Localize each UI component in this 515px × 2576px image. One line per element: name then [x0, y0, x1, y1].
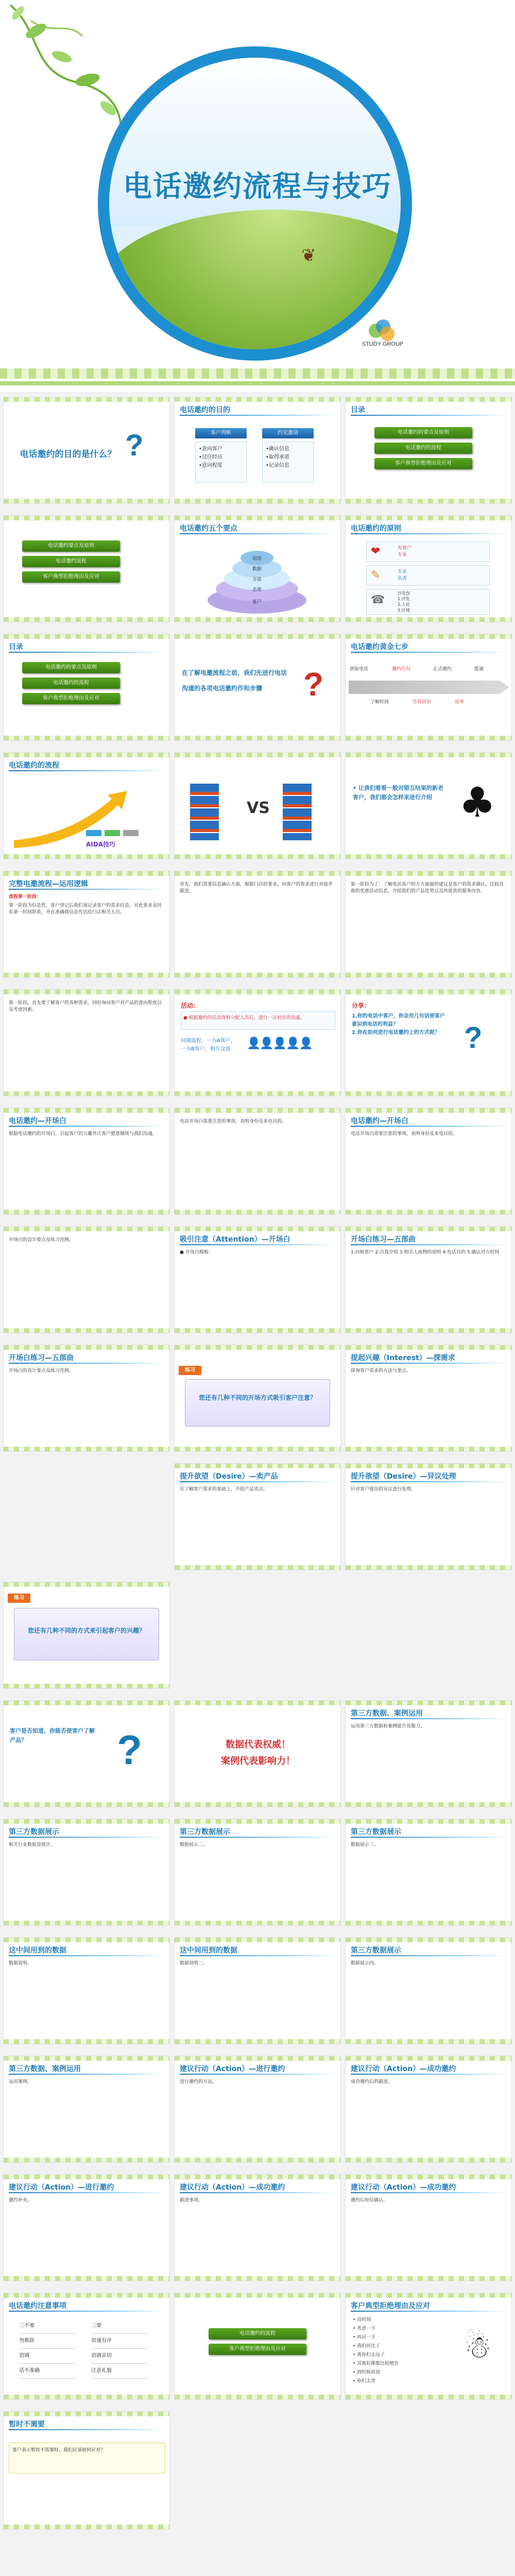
figure-icon: ♣ — [459, 778, 496, 826]
aida-diagram — [9, 778, 163, 851]
slide-purpose — [174, 397, 341, 504]
purpose-question: 电话邀约的目的是什么？ — [20, 449, 116, 460]
slide-activity: 活动： ● 根据邀约的信息资料分配人员后，进行一次初步的沟通。 同期流程，一为A客户，一为B客户，相互交流 👤👤👤👤👤 — [174, 989, 341, 1096]
slide-five-steps: 开场白练习—五部曲 1.问候客户 2.自我介绍 3.相关人或物的说明 4.电话目的 5.确认对方时间 — [345, 1226, 512, 1333]
slide-data-1: 第三方数据展示 相关行业数据及统计。 — [3, 1819, 170, 1926]
do-list: 三要 语速有序 语调亲切 注意礼貌 — [91, 2319, 148, 2379]
slide-practice-1: 练习 您还有几种不同的开场方式吸引客户注意？ — [174, 1345, 341, 1452]
vs-label: VS — [247, 799, 270, 817]
toc-item[interactable]: 电话邀约的流程 — [374, 443, 472, 454]
slide-toc-2 — [3, 515, 170, 622]
crowd-icon: 👤👤👤👤👤 — [247, 1037, 312, 1050]
slide-data-3: 第三方数据展示 数据展示三。 — [345, 1819, 512, 1926]
slide-data-authority: 数据代表权威！ 案例代表影响力！ — [174, 1700, 341, 1807]
slide-notes: 电话邀约注意事项 三不要 勿推辞 语调 话不准确 三要 语速有序 语调亲切 注意礼貌 — [3, 2293, 170, 2400]
customer-judgement-title: 客户判断 — [195, 428, 247, 438]
slide-text-c: 第一阶段，首先要了解客户的各种需求，同时询问客户对产品的意向程度以及考虑因素。 — [3, 989, 170, 1096]
slide-five-points — [174, 515, 341, 622]
heart-icon: ❤ — [371, 545, 381, 558]
cover-slide — [0, 0, 515, 392]
slide-action-3: 建议行动（Action）—进行邀约 邀约补充。 — [3, 2174, 170, 2281]
toc-item[interactable]: 电话邀约的流程 — [209, 2328, 306, 2340]
slide-third-party: 第三方数据、案例运用 运用第三方数据和案例提升说服力。 — [345, 1700, 512, 1807]
study-group-label: STUDY GROUP — [362, 341, 404, 347]
judgement-list: •意向客户 •过往经历 •意向程度 — [195, 442, 247, 483]
slide-data-4: 第三方数据展示 数据展示四。 — [345, 1937, 512, 2044]
slide-head: 目录 — [9, 643, 23, 651]
slide-practice-2: 练习 您还有几种不同的方式来引起客户的兴趣？ — [3, 1582, 170, 1689]
question-mark-icon: ? — [464, 1021, 483, 1055]
slide-action-4: 建议行动（Action）—成功邀约 跟进事项。 — [174, 2174, 341, 2281]
slide-toc-1 — [345, 397, 512, 504]
slide-action-2: 建议行动（Action）—成功邀约 成功邀约后的跟进。 — [345, 2056, 512, 2163]
person-icon: ☃ — [464, 2329, 492, 2365]
slide-head: 电话邀约的目的 — [180, 406, 230, 414]
question-mark-icon: ? — [125, 429, 144, 462]
question-mark-icon: ? — [303, 666, 324, 703]
layer-label: 方法 — [252, 577, 262, 582]
layer-label: 用语 — [252, 556, 262, 562]
slide-process-aida — [3, 752, 170, 859]
toc-item[interactable]: 客户典型拒绝理由及应对 — [374, 458, 472, 469]
toc-item[interactable]: 客户典型拒绝理由及应对 — [22, 571, 120, 583]
slide-head: 电话邀约黄金七步 — [351, 643, 408, 651]
slide-vs-compare — [174, 752, 341, 859]
practice-badge: 练习 — [8, 1594, 30, 1603]
slide-question-product: 客户是否知道，你能否使客户了解产品？ ? — [3, 1700, 170, 1807]
slide-desire-product: 提升欲望（Desire）—卖产品 在了解客户需求的基础上，介绍产品卖点。 — [174, 1463, 341, 1570]
slide-not-needed: 暂时不需要 客户表示暂时不需要时，我们应该如何应对？ — [3, 2411, 170, 2530]
toc-item[interactable]: 客户典型拒绝理由及应对 — [209, 2344, 306, 2355]
slide-text-b: 第一阶段为了：了解电话客户的方方面面的建议是客户的需求确认，比较其他的优惠活动信息，介绍我们的产品优势以及所提供的服务内容。 — [345, 871, 512, 978]
aida-label: AIDA技巧 — [86, 841, 116, 848]
toc-item[interactable]: 电话邀约的要点及原则 — [22, 662, 120, 673]
layer-label: 客户 — [252, 600, 262, 605]
slide-opening-1: 电话邀约—开场白 根据电话邀约的开场白，引起客户的兴趣并让客户愿意继续与我们沟通。 — [3, 1108, 170, 1215]
practice-badge: 练习 — [179, 1366, 201, 1375]
layer-label: 态度 — [252, 587, 262, 592]
slide-five-steps-2: 开场白练习—五部曲 开场白的设计要点及练习范例。 — [3, 1345, 170, 1452]
toc-item[interactable]: 电话邀约要点及原则 — [22, 540, 120, 552]
slide-full-process: 完整电邀流程—运用逻辑 流程第一阶段： 第一阶段为信息性，客户登记后我们须记录客户的需求信息，对此要求及时在第一时间联系，并在准确将信息传达给门店相关人员。 — [3, 871, 170, 978]
slide-action-1: 建议行动（Action）—进行邀约 进行邀约的方法。 — [174, 2056, 341, 2163]
cover-title: 电话邀约流程与技巧 — [123, 170, 392, 202]
slide-head: 电话邀约五个要点 — [180, 524, 237, 533]
slide-objections: 客户典型拒绝理由及应对 • 没时间 • 考虑一下 • 再问一下 • 我们对比了 • 离你们太远了 • 其他好像都比较便宜 • 到时候再说 • 你们太贵 ☃ — [345, 2293, 512, 2400]
slide-attention: 吸引注意（Attention）—开场白 ● 开场白模板： — [174, 1226, 341, 1333]
slide-text-a: 首先，我们需要信息确认方面，根据门店的要求，向客户的需求进行对接并跟进。 — [174, 871, 341, 978]
five-points-diagram — [205, 538, 308, 616]
slide-action-5: 建议行动（Action）—成功邀约 邀约后短信确认。 — [345, 2174, 512, 2281]
toc-item[interactable]: 电话邀约的流程 — [22, 677, 120, 689]
slide-data-used-1: 这中间用到的数据 数据说明。 — [3, 1937, 170, 2044]
cover-band — [0, 368, 515, 379]
slide-toc-3 — [3, 634, 170, 741]
slide-question-purpose — [3, 397, 170, 504]
slide-data-2: 第三方数据展示 数据展示二。 — [174, 1819, 341, 1926]
slide-interest: 提起兴趣（Interest）—探需求 探询客户需求的方法与要点。 — [345, 1345, 512, 1452]
slide-before-process: 在了解电邀流程之前，我们先进行电话 沟通的各项电话邀约作和步骤 ? — [174, 634, 341, 741]
slide-head: 完整电邀流程—运用逻辑 — [9, 880, 88, 888]
slide-data-used-2: 这中间用到的数据 数据说明二。 — [174, 1937, 341, 2044]
slide-head: 电话邀约的流程 — [9, 761, 59, 770]
layer-label: 数据 — [252, 567, 262, 572]
toc-item[interactable]: 电话邀约的要点及原则 — [374, 427, 472, 438]
steps-arrow — [349, 681, 509, 694]
steps-stack-right — [283, 784, 312, 840]
objection-list: • 没时间 • 考虑一下 • 再问一下 • 我们对比了 • 离你们太远了 • 其他好像都比较便宜 • 到时候再说 • 你们太贵 — [353, 2317, 399, 2384]
question-mark-icon: ? — [117, 1727, 142, 1773]
slide-share: 分享： 1.你的电话中客户，你会用几句话使客户意识到电话的利益？ 2.你在如何进行电话邀约上的方式呢？ ? — [345, 989, 512, 1096]
slide-toc-4 — [174, 2293, 341, 2400]
slide-head: 目录 — [351, 406, 365, 414]
pencil-icon: ✎ — [371, 569, 381, 582]
slide-seven-steps: 电话邀约黄金七步 获取电话 邀约几句 正式邀约 拨通 了解时间 告诉回访 成单 — [345, 634, 512, 741]
steps-stack-left — [190, 784, 219, 840]
slide-principles: 电话邀约的原则 ❤ 先客户 专业 ✎ 专业 负责 ☎ 沙发包 1.沙发 2.人员 3.区域 — [345, 515, 512, 622]
slide-desire-objection: 提升欲望（Desire）—异议处理 针对客户提出的异议进行处理。 — [345, 1463, 512, 1570]
appointment-invite-title: 约见邀请 — [262, 428, 314, 438]
dont-list: 三不要 勿推辞 语调 话不准确 — [19, 2319, 76, 2379]
invite-list: •确认信息 •取得承诺 •记录信息 — [262, 442, 314, 483]
slide-opening-3: 电话邀约—开场白 电话开场白需要注意的事项，表明身份及来电目的。 — [345, 1108, 512, 1215]
phone-icon: ☎ — [371, 594, 385, 606]
slide-opening-text: 开场白的设计要点及练习范例。 — [3, 1226, 170, 1333]
toc-item[interactable]: 电话邀约流程 — [22, 556, 120, 567]
slide-head: 电话邀约的原则 — [351, 524, 401, 533]
slide-opening-2: 电话开场白需要注意的事项，表明身份及来电目的。 — [174, 1108, 341, 1215]
toc-item[interactable]: 客户典型拒绝理由及应对 — [22, 693, 120, 704]
butterfly-icon: ❦ — [301, 245, 316, 266]
slide-how-introduce: • 让我们看看一般对错互结果的新老客户，我们都会怎样来进行介绍 ♣ — [345, 752, 512, 859]
slide-case: 第三方数据、案例运用 运用案例。 — [3, 2056, 170, 2163]
